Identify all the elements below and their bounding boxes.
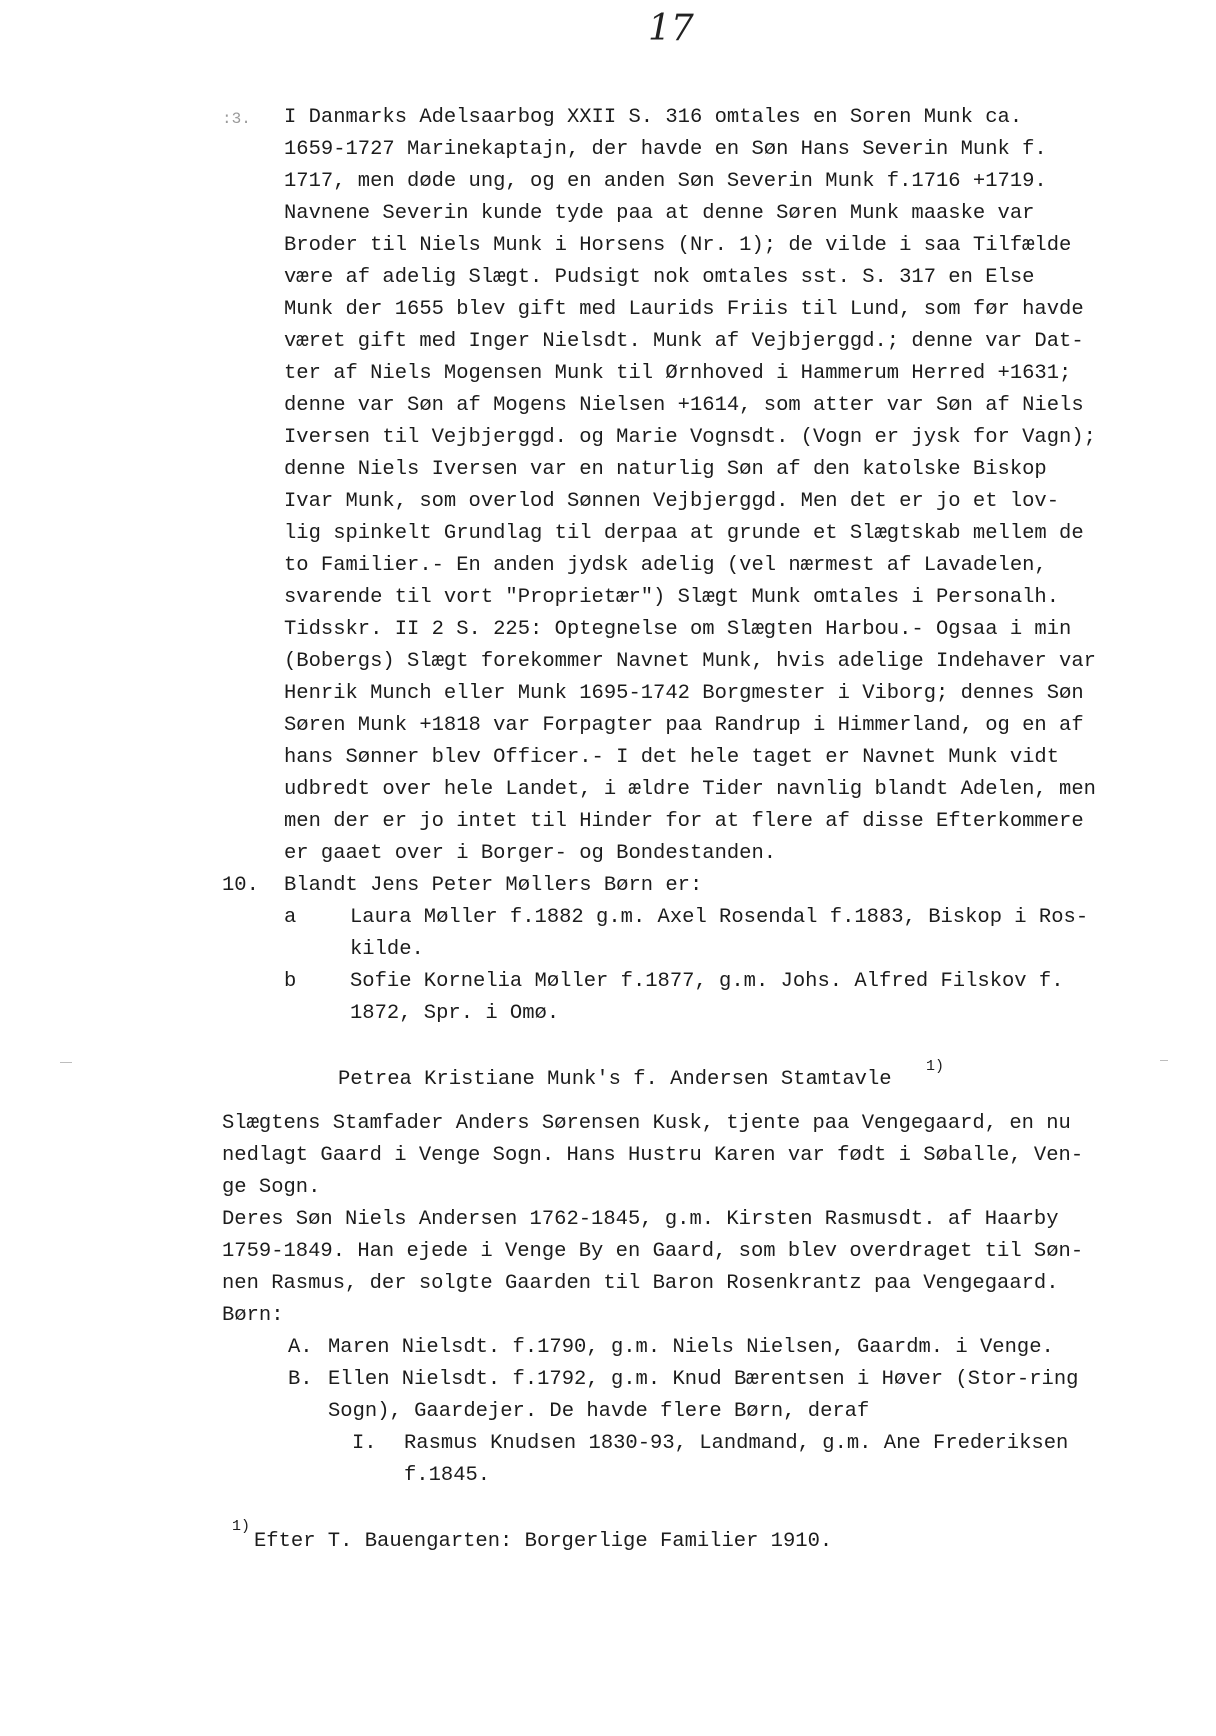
section-9-line: Iversen til Vejbjerggd. og Marie Vognsdt. (Vogn er jysk for Vagn); [284, 426, 1096, 449]
section-9-line: denne Niels Iversen var en naturlig Søn af den katolske Biskop [284, 458, 1047, 481]
stamtavle-line: Børn: [222, 1304, 284, 1327]
page-number: 17 [648, 8, 694, 49]
heading-footnote-ref: 1) [926, 1058, 945, 1075]
stamtavle-line: Deres Søn Niels Andersen 1762-1845, g.m. Kirsten Rasmusdt. af Haarby [222, 1208, 1059, 1231]
scan-speck [60, 1062, 72, 1063]
stamtavle-line: 1759-1849. Han ejede i Venge By en Gaard, som blev overdraget til Søn- [222, 1240, 1084, 1263]
section-9-line: været gift med Inger Nielsdt. Munk af Vejbjerggd.; denne var Dat- [284, 330, 1084, 353]
section-9-line: lig spinkelt Grundlag til derpaa at grunde et Slægtskab mellem de [284, 522, 1084, 545]
footnote-ref: 1) [232, 1518, 251, 1535]
section-9-line: men der er jo intet til Hinder for at flere af disse Efterkommere [284, 810, 1084, 833]
stamtavle-line: nen Rasmus, der solgte Gaarden til Baron Rosenkrantz paa Vengegaard. [222, 1272, 1059, 1295]
child-line: Maren Nielsdt. f.1790, g.m. Niels Nielsen, Gaardm. i Venge. [328, 1336, 1054, 1359]
child-line: Sogn), Gaardejer. De havde flere Børn, deraf [328, 1400, 870, 1423]
section-9-line: er gaaet over i Borger- og Bondestanden. [284, 842, 777, 865]
child-label: A. [288, 1336, 313, 1359]
section-9-line: Tidsskr. II 2 S. 225: Optegnelse om Slægten Harbou.- Ogsaa i min [284, 618, 1072, 641]
section-9-line: to Familier.- En anden jydsk adelig (vel nærmest af Lavadelen, [284, 554, 1047, 577]
section-9-line: ter af Niels Mogensen Munk til Ørnhoved i Hammerum Herred +1631; [284, 362, 1072, 385]
section-9-line: være af adelig Slægt. Pudsigt nok omtales sst. S. 317 en Else [284, 266, 1035, 289]
section-9-line: svarende til vort "Proprietær") Slægt Munk omtales i Personalh. [284, 586, 1060, 609]
item-line: kilde. [350, 938, 424, 961]
stamtavle-line: ge Sogn. [222, 1176, 321, 1199]
item-line: Sofie Kornelia Møller f.1877, g.m. Johs. Alfred Filskov f. [350, 970, 1064, 993]
section-9-line: Ivar Munk, som overlod Sønnen Vejbjerggd. Men det er jo et lov- [284, 490, 1060, 513]
item-line: 1872, Spr. i Omø. [350, 1002, 560, 1025]
section-9-line: udbredt over hele Landet, i ældre Tider navnlig blandt Adelen, men [284, 778, 1096, 801]
section-10-number: 10. [222, 874, 259, 897]
section-9-line: Navnene Severin kunde tyde paa at denne Søren Munk maaske var [284, 202, 1035, 225]
margin-mark: :3. [222, 110, 251, 128]
footnote-text: Efter T. Bauengarten: Borgerlige Familier 1910. [254, 1530, 833, 1553]
section-9-line: (Bobergs) Slægt forekommer Navnet Munk, hvis adelige Indehaver var [284, 650, 1096, 673]
section-9-line: hans Sønner blev Officer.- I det hele taget er Navnet Munk vidt [284, 746, 1060, 769]
section-10-intro: Blandt Jens Peter Møllers Børn er: [284, 874, 703, 897]
child-line: Ellen Nielsdt. f.1792, g.m. Knud Bærentsen i Høver (Stor-ring [328, 1368, 1079, 1391]
grandchild-label: I. [352, 1432, 377, 1455]
child-label: B. [288, 1368, 313, 1391]
grandchild-line: f.1845. [404, 1464, 491, 1487]
section-9-line: Henrik Munch eller Munk 1695-1742 Borgmester i Viborg; dennes Søn [284, 682, 1084, 705]
grandchild-line: Rasmus Knudsen 1830-93, Landmand, g.m. Ane Frederiksen [404, 1432, 1069, 1455]
section-9-line: Søren Munk +1818 var Forpagter paa Randrup i Himmerland, og en af [284, 714, 1084, 737]
section-9-line: I Danmarks Adelsaarbog XXII S. 316 omtales en Soren Munk ca. [284, 106, 1023, 129]
section-9-line: Broder til Niels Munk i Horsens (Nr. 1); de vilde i saa Tilfælde [284, 234, 1072, 257]
scan-speck [1160, 1060, 1168, 1061]
item-line: Laura Møller f.1882 g.m. Axel Rosendal f.1883, Biskop i Ros- [350, 906, 1089, 929]
section-9-line: denne var Søn af Mogens Nielsen +1614, som atter var Søn af Niels [284, 394, 1084, 417]
stamtavle-line: nedlagt Gaard i Venge Sogn. Hans Hustru Karen var født i Søballe, Ven- [222, 1144, 1084, 1167]
stamtavle-heading: Petrea Kristiane Munk's f. Andersen Stamtavle [338, 1068, 892, 1091]
section-9-line: 1659-1727 Marinekaptajn, der havde en Søn Hans Severin Munk f. [284, 138, 1047, 161]
item-letter: b [284, 970, 297, 993]
section-9-line: 1717, men døde ung, og en anden Søn Severin Munk f.1716 +1719. [284, 170, 1047, 193]
stamtavle-line: Slægtens Stamfader Anders Sørensen Kusk, tjente paa Vengegaard, en nu [222, 1112, 1071, 1135]
item-letter: a [284, 906, 297, 929]
section-9-line: Munk der 1655 blev gift med Laurids Friis til Lund, som før havde [284, 298, 1084, 321]
